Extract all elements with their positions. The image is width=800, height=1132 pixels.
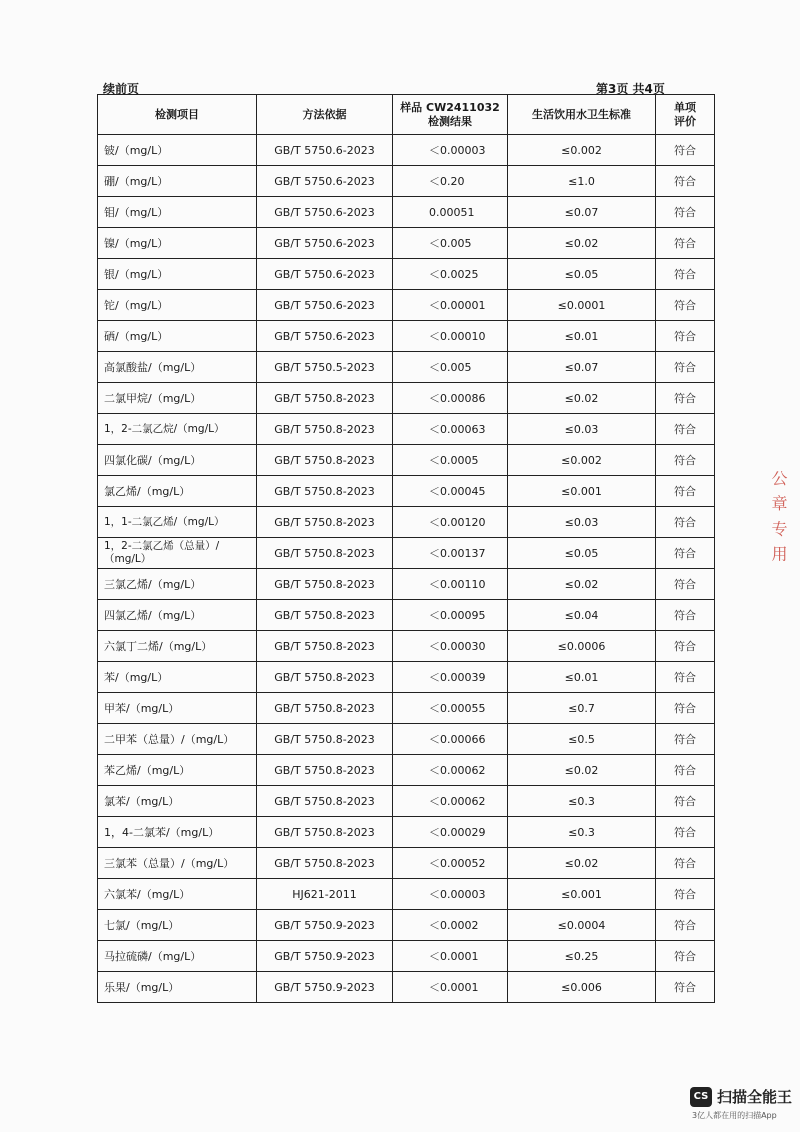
table-row xyxy=(98,352,715,383)
table-row xyxy=(98,879,715,910)
app-logo xyxy=(690,1086,792,1107)
cell-item: 三氯乙烯/（mg/L） xyxy=(98,569,257,600)
cell-standard: ≤0.05 xyxy=(508,259,656,290)
cell-method: GB/T 5750.8-2023 xyxy=(257,476,393,507)
table-row xyxy=(98,631,715,662)
cell-eval: 符合 xyxy=(656,135,715,166)
cell-method: GB/T 5750.5-2023 xyxy=(257,352,393,383)
cell-method: GB/T 5750.8-2023 xyxy=(257,786,393,817)
cell-eval: 符合 xyxy=(656,631,715,662)
cell-item: 镍/（mg/L） xyxy=(98,228,257,259)
cell-eval: 符合 xyxy=(656,197,715,228)
cell-eval: 符合 xyxy=(656,662,715,693)
table-row xyxy=(98,848,715,879)
table-row xyxy=(98,507,715,538)
table-row xyxy=(98,445,715,476)
cell-item: 银/（mg/L） xyxy=(98,259,257,290)
cell-eval: 符合 xyxy=(656,166,715,197)
cell-eval: 符合 xyxy=(656,755,715,786)
cell-result: ＜0.00095 xyxy=(393,600,508,631)
table-row xyxy=(98,600,715,631)
cell-method: GB/T 5750.8-2023 xyxy=(257,755,393,786)
cell-result: ＜0.005 xyxy=(393,352,508,383)
cell-method: GB/T 5750.6-2023 xyxy=(257,321,393,352)
cell-eval: 符合 xyxy=(656,290,715,321)
cell-method: GB/T 5750.6-2023 xyxy=(257,135,393,166)
header-item: 检测项目 xyxy=(98,95,257,135)
cell-item: 马拉硫磷/（mg/L） xyxy=(98,941,257,972)
cell-item: 四氯化碳/（mg/L） xyxy=(98,445,257,476)
cell-result: ＜0.00063 xyxy=(393,414,508,445)
cell-item: 铊/（mg/L） xyxy=(98,290,257,321)
cell-standard: ≤0.25 xyxy=(508,941,656,972)
cell-item: 1，1-二氯乙烯/（mg/L） xyxy=(98,507,257,538)
cell-result: ＜0.0001 xyxy=(393,972,508,1003)
cell-method: GB/T 5750.8-2023 xyxy=(257,817,393,848)
cell-item: 乐果/（mg/L） xyxy=(98,972,257,1003)
page-number: 第3页 共4页 xyxy=(596,82,665,96)
cell-standard: ≤0.02 xyxy=(508,228,656,259)
cell-eval: 符合 xyxy=(656,879,715,910)
cell-standard: ≤0.0004 xyxy=(508,910,656,941)
cell-item: 硼/（mg/L） xyxy=(98,166,257,197)
cell-item: 七氯/（mg/L） xyxy=(98,910,257,941)
cell-result: ＜0.00062 xyxy=(393,755,508,786)
cell-standard: ≤0.3 xyxy=(508,786,656,817)
cell-item: 铍/（mg/L） xyxy=(98,135,257,166)
app-name: 扫描全能王 xyxy=(717,1088,793,1106)
cell-item: 钼/（mg/L） xyxy=(98,197,257,228)
header-eval-line2: 评价 xyxy=(674,114,696,128)
cell-item: 六氯丁二烯/（mg/L） xyxy=(98,631,257,662)
cell-result: ＜0.00055 xyxy=(393,693,508,724)
cell-result: ＜0.00039 xyxy=(393,662,508,693)
cell-item: 氯苯/（mg/L） xyxy=(98,786,257,817)
cell-eval: 符合 xyxy=(656,817,715,848)
cell-eval: 符合 xyxy=(656,321,715,352)
cell-item: 二甲苯（总量）/（mg/L） xyxy=(98,724,257,755)
cell-standard: ≤0.7 xyxy=(508,693,656,724)
cell-standard: ≤0.002 xyxy=(508,135,656,166)
cell-result: ＜0.00066 xyxy=(393,724,508,755)
table-row xyxy=(98,693,715,724)
continued-label: 续前页 xyxy=(103,82,140,96)
header-result-line1: 样品 CW2411032 xyxy=(400,100,500,114)
cell-item: 六氯苯/（mg/L） xyxy=(98,879,257,910)
cell-method: GB/T 5750.6-2023 xyxy=(257,290,393,321)
cell-result: ＜0.00086 xyxy=(393,383,508,414)
table-row xyxy=(98,662,715,693)
cell-method: GB/T 5750.8-2023 xyxy=(257,693,393,724)
cell-method: GB/T 5750.6-2023 xyxy=(257,228,393,259)
cell-result: ＜0.0002 xyxy=(393,910,508,941)
cell-result: ＜0.00001 xyxy=(393,290,508,321)
cell-eval: 符合 xyxy=(656,383,715,414)
cell-method: GB/T 5750.9-2023 xyxy=(257,972,393,1003)
cell-eval: 符合 xyxy=(656,414,715,445)
cs-logo-icon: CS xyxy=(690,1087,712,1107)
cell-standard: ≤0.006 xyxy=(508,972,656,1003)
cell-result: ＜0.00003 xyxy=(393,135,508,166)
cell-standard: ≤0.01 xyxy=(508,321,656,352)
cell-eval: 符合 xyxy=(656,228,715,259)
table-row xyxy=(98,817,715,848)
cell-result: ＜0.00010 xyxy=(393,321,508,352)
cell-standard: ≤0.07 xyxy=(508,197,656,228)
cell-method: GB/T 5750.8-2023 xyxy=(257,631,393,662)
cell-eval: 符合 xyxy=(656,445,715,476)
cell-result: ＜0.20 xyxy=(393,166,508,197)
cell-result: ＜0.0025 xyxy=(393,259,508,290)
cell-method: GB/T 5750.8-2023 xyxy=(257,538,393,569)
cell-eval: 符合 xyxy=(656,786,715,817)
table-row xyxy=(98,786,715,817)
cell-standard: ≤0.001 xyxy=(508,879,656,910)
cell-eval: 符合 xyxy=(656,724,715,755)
table-row xyxy=(98,724,715,755)
cell-eval: 符合 xyxy=(656,507,715,538)
cell-item: 氯乙烯/（mg/L） xyxy=(98,476,257,507)
cell-result: ＜0.0005 xyxy=(393,445,508,476)
cell-method: HJ621-2011 xyxy=(257,879,393,910)
cell-method: GB/T 5750.9-2023 xyxy=(257,941,393,972)
cell-item: 1，2-二氯乙烯（总量）/（mg/L） xyxy=(98,538,257,569)
cell-method: GB/T 5750.8-2023 xyxy=(257,724,393,755)
test-results-table xyxy=(97,94,715,1003)
cell-result: ＜0.00137 xyxy=(393,538,508,569)
cell-standard: ≤0.01 xyxy=(508,662,656,693)
header-eval xyxy=(656,95,715,135)
cell-item: 1，2-二氯乙烷/（mg/L） xyxy=(98,414,257,445)
cell-method: GB/T 5750.9-2023 xyxy=(257,910,393,941)
cell-method: GB/T 5750.6-2023 xyxy=(257,166,393,197)
cell-eval: 符合 xyxy=(656,600,715,631)
table-row xyxy=(98,290,715,321)
table-row xyxy=(98,414,715,445)
table-row xyxy=(98,569,715,600)
cell-result: ＜0.00052 xyxy=(393,848,508,879)
table-row xyxy=(98,197,715,228)
table-row xyxy=(98,321,715,352)
cell-method: GB/T 5750.6-2023 xyxy=(257,197,393,228)
cell-eval: 符合 xyxy=(656,848,715,879)
cell-method: GB/T 5750.6-2023 xyxy=(257,259,393,290)
cell-standard: ≤0.05 xyxy=(508,538,656,569)
cell-result: ＜0.00029 xyxy=(393,817,508,848)
cell-item: 高氯酸盐/（mg/L） xyxy=(98,352,257,383)
cell-item: 四氯乙烯/（mg/L） xyxy=(98,600,257,631)
cell-standard: ≤0.3 xyxy=(508,817,656,848)
cell-method: GB/T 5750.8-2023 xyxy=(257,414,393,445)
cell-eval: 符合 xyxy=(656,693,715,724)
cell-item: 苯/（mg/L） xyxy=(98,662,257,693)
cell-item: 二氯甲烷/（mg/L） xyxy=(98,383,257,414)
cell-standard: ≤0.002 xyxy=(508,445,656,476)
header-result-line2: 检测结果 xyxy=(428,114,472,128)
cell-method: GB/T 5750.8-2023 xyxy=(257,569,393,600)
header-standard: 生活饮用水卫生标准 xyxy=(508,95,656,135)
table-row xyxy=(98,941,715,972)
cell-standard: ≤0.5 xyxy=(508,724,656,755)
cell-method: GB/T 5750.8-2023 xyxy=(257,445,393,476)
cell-result: ＜0.00003 xyxy=(393,879,508,910)
cell-standard: ≤0.04 xyxy=(508,600,656,631)
cell-method: GB/T 5750.8-2023 xyxy=(257,383,393,414)
cell-result: ＜0.005 xyxy=(393,228,508,259)
cell-standard: ≤0.001 xyxy=(508,476,656,507)
cell-standard: ≤0.02 xyxy=(508,848,656,879)
cell-standard: ≤1.0 xyxy=(508,166,656,197)
cell-method: GB/T 5750.8-2023 xyxy=(257,507,393,538)
cell-result: ＜0.00045 xyxy=(393,476,508,507)
cell-item: 硒/（mg/L） xyxy=(98,321,257,352)
cell-method: GB/T 5750.8-2023 xyxy=(257,662,393,693)
table-row xyxy=(98,135,715,166)
cell-item: 1，4-二氯苯/（mg/L） xyxy=(98,817,257,848)
table-row xyxy=(98,755,715,786)
table-row xyxy=(98,228,715,259)
cell-eval: 符合 xyxy=(656,569,715,600)
cell-standard: ≤0.02 xyxy=(508,569,656,600)
cell-eval: 符合 xyxy=(656,538,715,569)
table-row xyxy=(98,538,715,569)
cell-result: ＜0.00110 xyxy=(393,569,508,600)
cell-eval: 符合 xyxy=(656,352,715,383)
cell-eval: 符合 xyxy=(656,259,715,290)
table-row xyxy=(98,259,715,290)
cell-method: GB/T 5750.8-2023 xyxy=(257,848,393,879)
seal-stamp-fragment: 公 章 专 用 xyxy=(769,470,788,564)
cell-eval: 符合 xyxy=(656,941,715,972)
cell-result: ＜0.00120 xyxy=(393,507,508,538)
table-row xyxy=(98,910,715,941)
cell-result: 0.00051 xyxy=(393,197,508,228)
table-row xyxy=(98,383,715,414)
cell-method: GB/T 5750.8-2023 xyxy=(257,600,393,631)
header-result xyxy=(393,95,508,135)
table-row xyxy=(98,972,715,1003)
cell-standard: ≤0.03 xyxy=(508,507,656,538)
cell-eval: 符合 xyxy=(656,476,715,507)
table-header-row xyxy=(98,95,715,135)
cell-result: ＜0.0001 xyxy=(393,941,508,972)
cell-item: 三氯苯（总量）/（mg/L） xyxy=(98,848,257,879)
cell-standard: ≤0.03 xyxy=(508,414,656,445)
table-row xyxy=(98,476,715,507)
cell-eval: 符合 xyxy=(656,972,715,1003)
cell-result: ＜0.00062 xyxy=(393,786,508,817)
header-eval-line1: 单项 xyxy=(674,100,696,114)
header-method: 方法依据 xyxy=(257,95,393,135)
cell-standard: ≤0.0001 xyxy=(508,290,656,321)
cell-result: ＜0.00030 xyxy=(393,631,508,662)
cell-standard: ≤0.02 xyxy=(508,383,656,414)
cell-standard: ≤0.0006 xyxy=(508,631,656,662)
cell-standard: ≤0.07 xyxy=(508,352,656,383)
cell-eval: 符合 xyxy=(656,910,715,941)
cell-item: 甲苯/（mg/L） xyxy=(98,693,257,724)
cell-item: 苯乙烯/（mg/L） xyxy=(98,755,257,786)
cell-standard: ≤0.02 xyxy=(508,755,656,786)
table-row xyxy=(98,166,715,197)
app-tagline: 3亿人都在用的扫描App xyxy=(692,1111,777,1120)
